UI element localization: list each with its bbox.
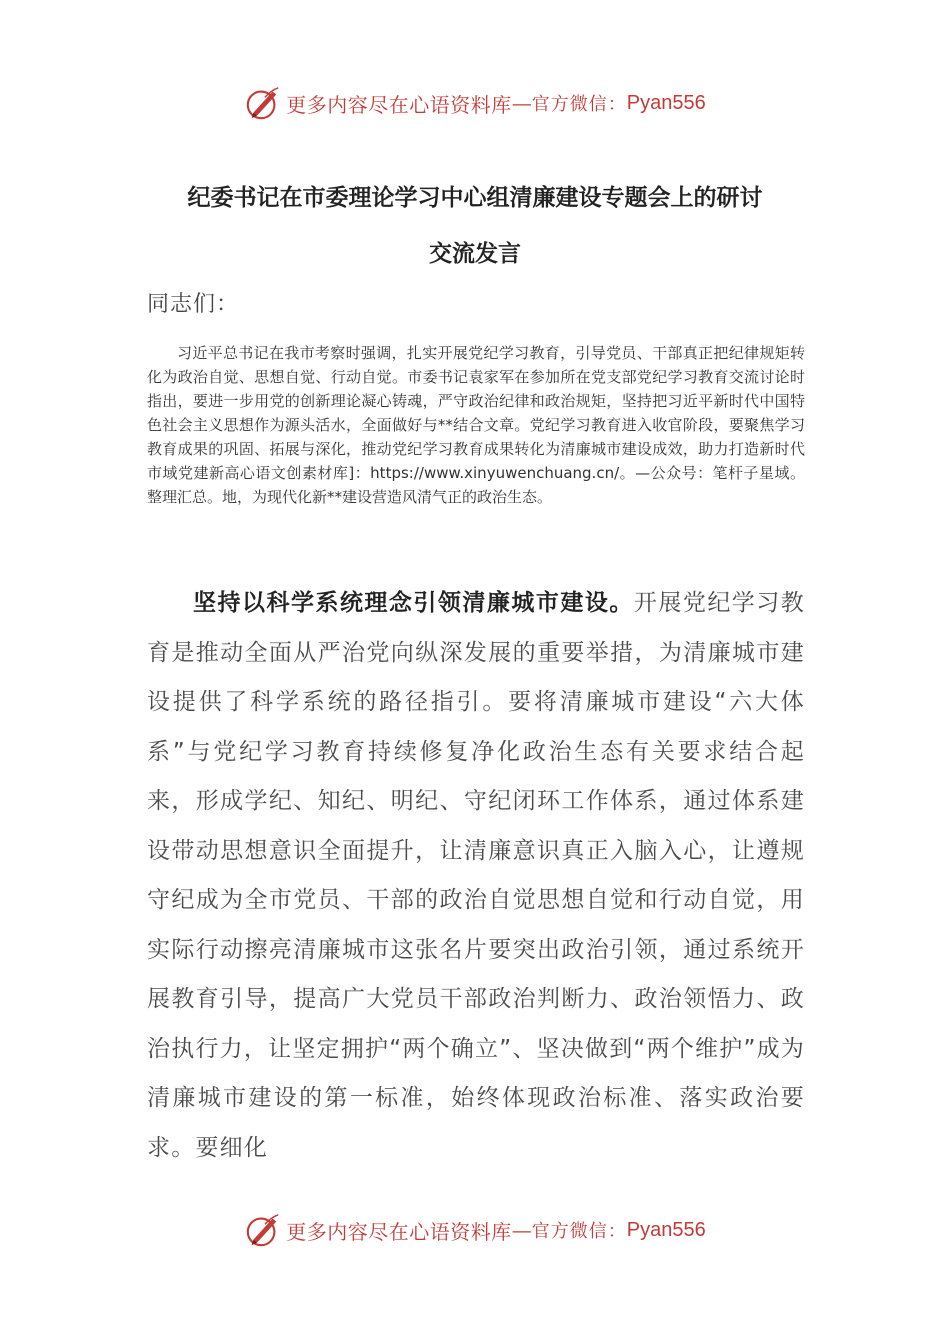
greeting: 同志们：: [147, 292, 240, 317]
pen-logo-icon: [244, 1211, 282, 1249]
banner-site-text: 更多内容尽在心语资料库: [286, 92, 512, 117]
banner-wechat-label: 官方微信：: [531, 94, 627, 115]
title-line-1: 纪委书记在市委理论学习中心组清廉建设专题会上的研讨: [187, 184, 763, 211]
section-1-heading: 坚持以科学系统理念引领清廉城市建设。: [193, 590, 634, 616]
section-1-body: 开展党纪学习教育是推动全面从严治党向纵深发展的重要举措，为清廉城市建设提供了科学系统的路径指引。要将清廉城市建设“六大体系”与党纪学习教育持续修复净化政治生态有关要求结合起来，形成学纪、知纪、明纪、守纪闭环工作体系，通过体系建设带动思想意识全面提升，让清廉意识真正入脑入心，让遵规守纪成为全市党员、干部的政治自觉思想自觉和行动自觉，用实际行动擦亮清廉城市这张名片要突出政治引领，通过系统开展教育引导，提高广大党员干部政治判断力、政治领悟力、政治执行力，让坚定拥护“两个确立”、坚决做到“两个维护”成为清廉城市建设的第一标准，始终体现政治标准、落实政治要求。要细化: [147, 590, 805, 1161]
document-title: [145, 170, 805, 282]
banner-separator: —: [511, 1218, 532, 1242]
banner-separator: —: [511, 91, 532, 115]
title-line-2: 交流发言: [429, 240, 521, 267]
banner-wechat-label: 官方微信：: [531, 1221, 627, 1242]
section-1-paragraph: [147, 579, 805, 1173]
footer-banner: [0, 1208, 950, 1252]
banner-wechat-id: Pyan556: [626, 1218, 706, 1241]
pen-logo-icon: [244, 84, 282, 122]
banner-site-text: 更多内容尽在心语资料库: [286, 1219, 512, 1244]
banner-wechat-id: Pyan556: [626, 91, 706, 114]
header-banner: [0, 81, 950, 125]
intro-paragraph: 习近平总书记在我市考察时强调，扎实开展党纪学习教育，引导党员、干部真正把纪律规矩转化为政治自觉、思想自觉、行动自觉。市委书记袁家军在参加所在党支部党纪学习教育交流讨论时指出，要进一步用党的创新理论凝心铸魂，严守政治纪律和政治规矩，坚持把习近平新时代中国特色社会主义思想作为源头活水，全面做好与**结合文章。党纪学习教育进入收官阶段，要聚焦学习教育成果的巩固、拓展与深化，推动党纪学习教育成果转化为清廉城市建设成效，助力打造新时代市域党建新高心语文创素材库]：https://www.xinyuwenchuang.cn/。—公众号：笔杆子星域。整理汇总。地，为现代化新**建设营造风清气正的政治生态。: [147, 344, 805, 506]
